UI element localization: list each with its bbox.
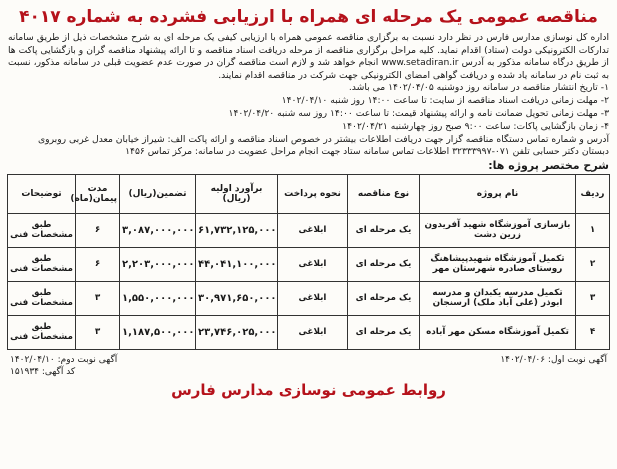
header-cell: نام پروژه: [420, 174, 576, 213]
schedule-item: ۳- مهلت زمانی تحویل ضمانت نامه و ارائه پیشنهاد قیمت: تا ساعت ۱۴:۰۰ روز سه شنبه ۱۴۰۲/۰۴/۲۰: [228, 107, 609, 119]
table-header-row: [8, 174, 610, 213]
guarantee-value: ۲,۲۰۳,۰۰۰,۰۰۰: [120, 247, 196, 281]
header-cell: توضیحات: [8, 174, 76, 213]
guarantee-value: ۳,۰۸۷,۰۰۰,۰۰۰: [120, 213, 196, 247]
description: طبق مشخصات فنی: [8, 247, 76, 281]
second-publication-date: آگهی نوبت دوم: ۱۴۰۲/۰۴/۱۰: [10, 354, 118, 365]
schedule-item: ۱- تاریخ انتشار مناقصه در سامانه روز دوشنبه ۱۴۰۲/۰۴/۰۵ می باشد.: [348, 82, 609, 94]
guarantee-value: ۱,۵۵۰,۰۰۰,۰۰۰: [120, 281, 196, 315]
intro-text: اداره کل نوسازی مدارس فارس در نظر دارد نسبت به برگزاری مناقصه عمومی همراه با ارزیابی کیفی یک مرحله ای به شرح مشخصات ذیل از طریق سامانه تدارکات الکترونیکی دولت (ستاد) اقدام نماید. کلیه مراحل برگزاری مناقصه از مرحله دریافت اسناد مناقصه و تا ارائه پیشنهاد مناقصه گران و بازگشایی پاکت ها از طریق درگاه سامانه مذکور به آدرس www.setadiran.ir انجام خواهد شد و لازم است مناقصه گران در صورت عدم عضویت قبلی در سامانه مذکور، نسبت به ثبت نام در سامانه یاد شده و دریافت گواهی امضای الکترونیکی جهت شرکت در مناقصه اقدام نمایند.: [8, 32, 609, 81]
row-number: ۳: [576, 281, 610, 315]
duration-months: ۶: [76, 213, 120, 247]
tender-type: یک مرحله ای: [348, 315, 420, 349]
project-name: تکمیل مدرسه یکبدان و مدرسه ابوذر (علی آباد ملک) ارسنجان: [420, 281, 576, 315]
row-number: ۲: [576, 247, 610, 281]
payment-method: ابلاغی: [278, 247, 348, 281]
table-row: [8, 281, 610, 315]
table-row: [8, 315, 610, 349]
project-name: تکمیل آموزشگاه شهیدپیشاهنگ روستای صادره شهرستان مهر: [420, 247, 576, 281]
section-title: شرح مختصر پروژه ها:: [488, 158, 609, 172]
tender-type: یک مرحله ای: [348, 213, 420, 247]
estimate-value: ۶۱,۷۳۲,۱۲۵,۰۰۰: [196, 213, 278, 247]
intro-paragraph: [8, 32, 609, 82]
estimate-value: ۴۴,۰۴۱,۱۰۰,۰۰۰: [196, 247, 278, 281]
duration-months: ۳: [76, 315, 120, 349]
first-publication-date: آگهی نوبت اول: ۱۴۰۲/۰۴/۰۶: [500, 354, 607, 365]
row-number: ۱: [576, 213, 610, 247]
header-cell: مدت پیمان(ماه): [76, 174, 120, 213]
estimate-value: ۲۳,۷۴۶,۰۲۵,۰۰۰: [196, 315, 278, 349]
duration-months: ۶: [76, 247, 120, 281]
schedule-item: ۲- مهلت زمانی دریافت اسناد مناقصه از سایت: تا ساعت ۱۴:۰۰ روز شنبه ۱۴۰۲/۰۴/۱۰: [281, 95, 609, 107]
project-name: تکمیل آموزشگاه مسکن مهر آباده: [420, 315, 576, 349]
tender-type: یک مرحله ای: [348, 281, 420, 315]
guarantee-value: ۱,۱۸۷,۵۰۰,۰۰۰: [120, 315, 196, 349]
description: طبق مشخصات فنی: [8, 315, 76, 349]
row-number: ۴: [576, 315, 610, 349]
header-cell: برآورد اولیه (ریال): [196, 174, 278, 213]
headline: مناقصه عمومی یک مرحله ای همراه با ارزیابی فشرده به شماره ۴۰۱۷: [19, 7, 598, 27]
table-row: [8, 247, 610, 281]
tender-type: یک مرحله ای: [348, 247, 420, 281]
notice-code: کد آگهی: ۱۵۱۹۳۴: [10, 366, 76, 377]
description: طبق مشخصات فنی: [8, 213, 76, 247]
duration-months: ۳: [76, 281, 120, 315]
schedule-list: [8, 82, 609, 133]
estimate-value: ۳۰,۹۷۱,۶۵۰,۰۰۰: [196, 281, 278, 315]
header-cell: نحوه پرداخت: [278, 174, 348, 213]
table-row: [8, 213, 610, 247]
header-cell: نوع مناقصه: [348, 174, 420, 213]
payment-method: ابلاغی: [278, 281, 348, 315]
schedule-item: ۴- زمان بازگشایی پاکات: ساعت ۹:۰۰ صبح روز چهارشنبه ۱۴۰۲/۰۴/۲۱: [342, 120, 609, 132]
publication-dates: [10, 354, 607, 366]
project-name: بازسازی آموزشگاه شهید آفریدون زرین دشت: [420, 213, 576, 247]
header-cell: تضمین(ریال): [120, 174, 196, 213]
publisher-signature: روابط عمومی نوسازی مدارس فارس: [171, 380, 446, 399]
payment-method: ابلاغی: [278, 315, 348, 349]
header-cell: ردیف: [576, 174, 610, 213]
payment-method: ابلاغی: [278, 213, 348, 247]
contact-address: آدرس و شماره تماس دستگاه مناقصه گزار جهت دریافت اطلاعات بیشتر در خصوص اسناد مناقصه و ارائه پاکت الف: شیراز خیابان معدل غربی روبروی دبستان دکتر حسابی تلفن ۰۷۱-۳۲۳۳۳۹۹۷ اطلاعات تماس سامانه ستاد جهت انجام مراحل عضویت در سامانه: مرکز تماس ۱۴۵۶: [37, 133, 609, 158]
projects-table: [7, 174, 610, 350]
description: طبق مشخصات فنی: [8, 281, 76, 315]
